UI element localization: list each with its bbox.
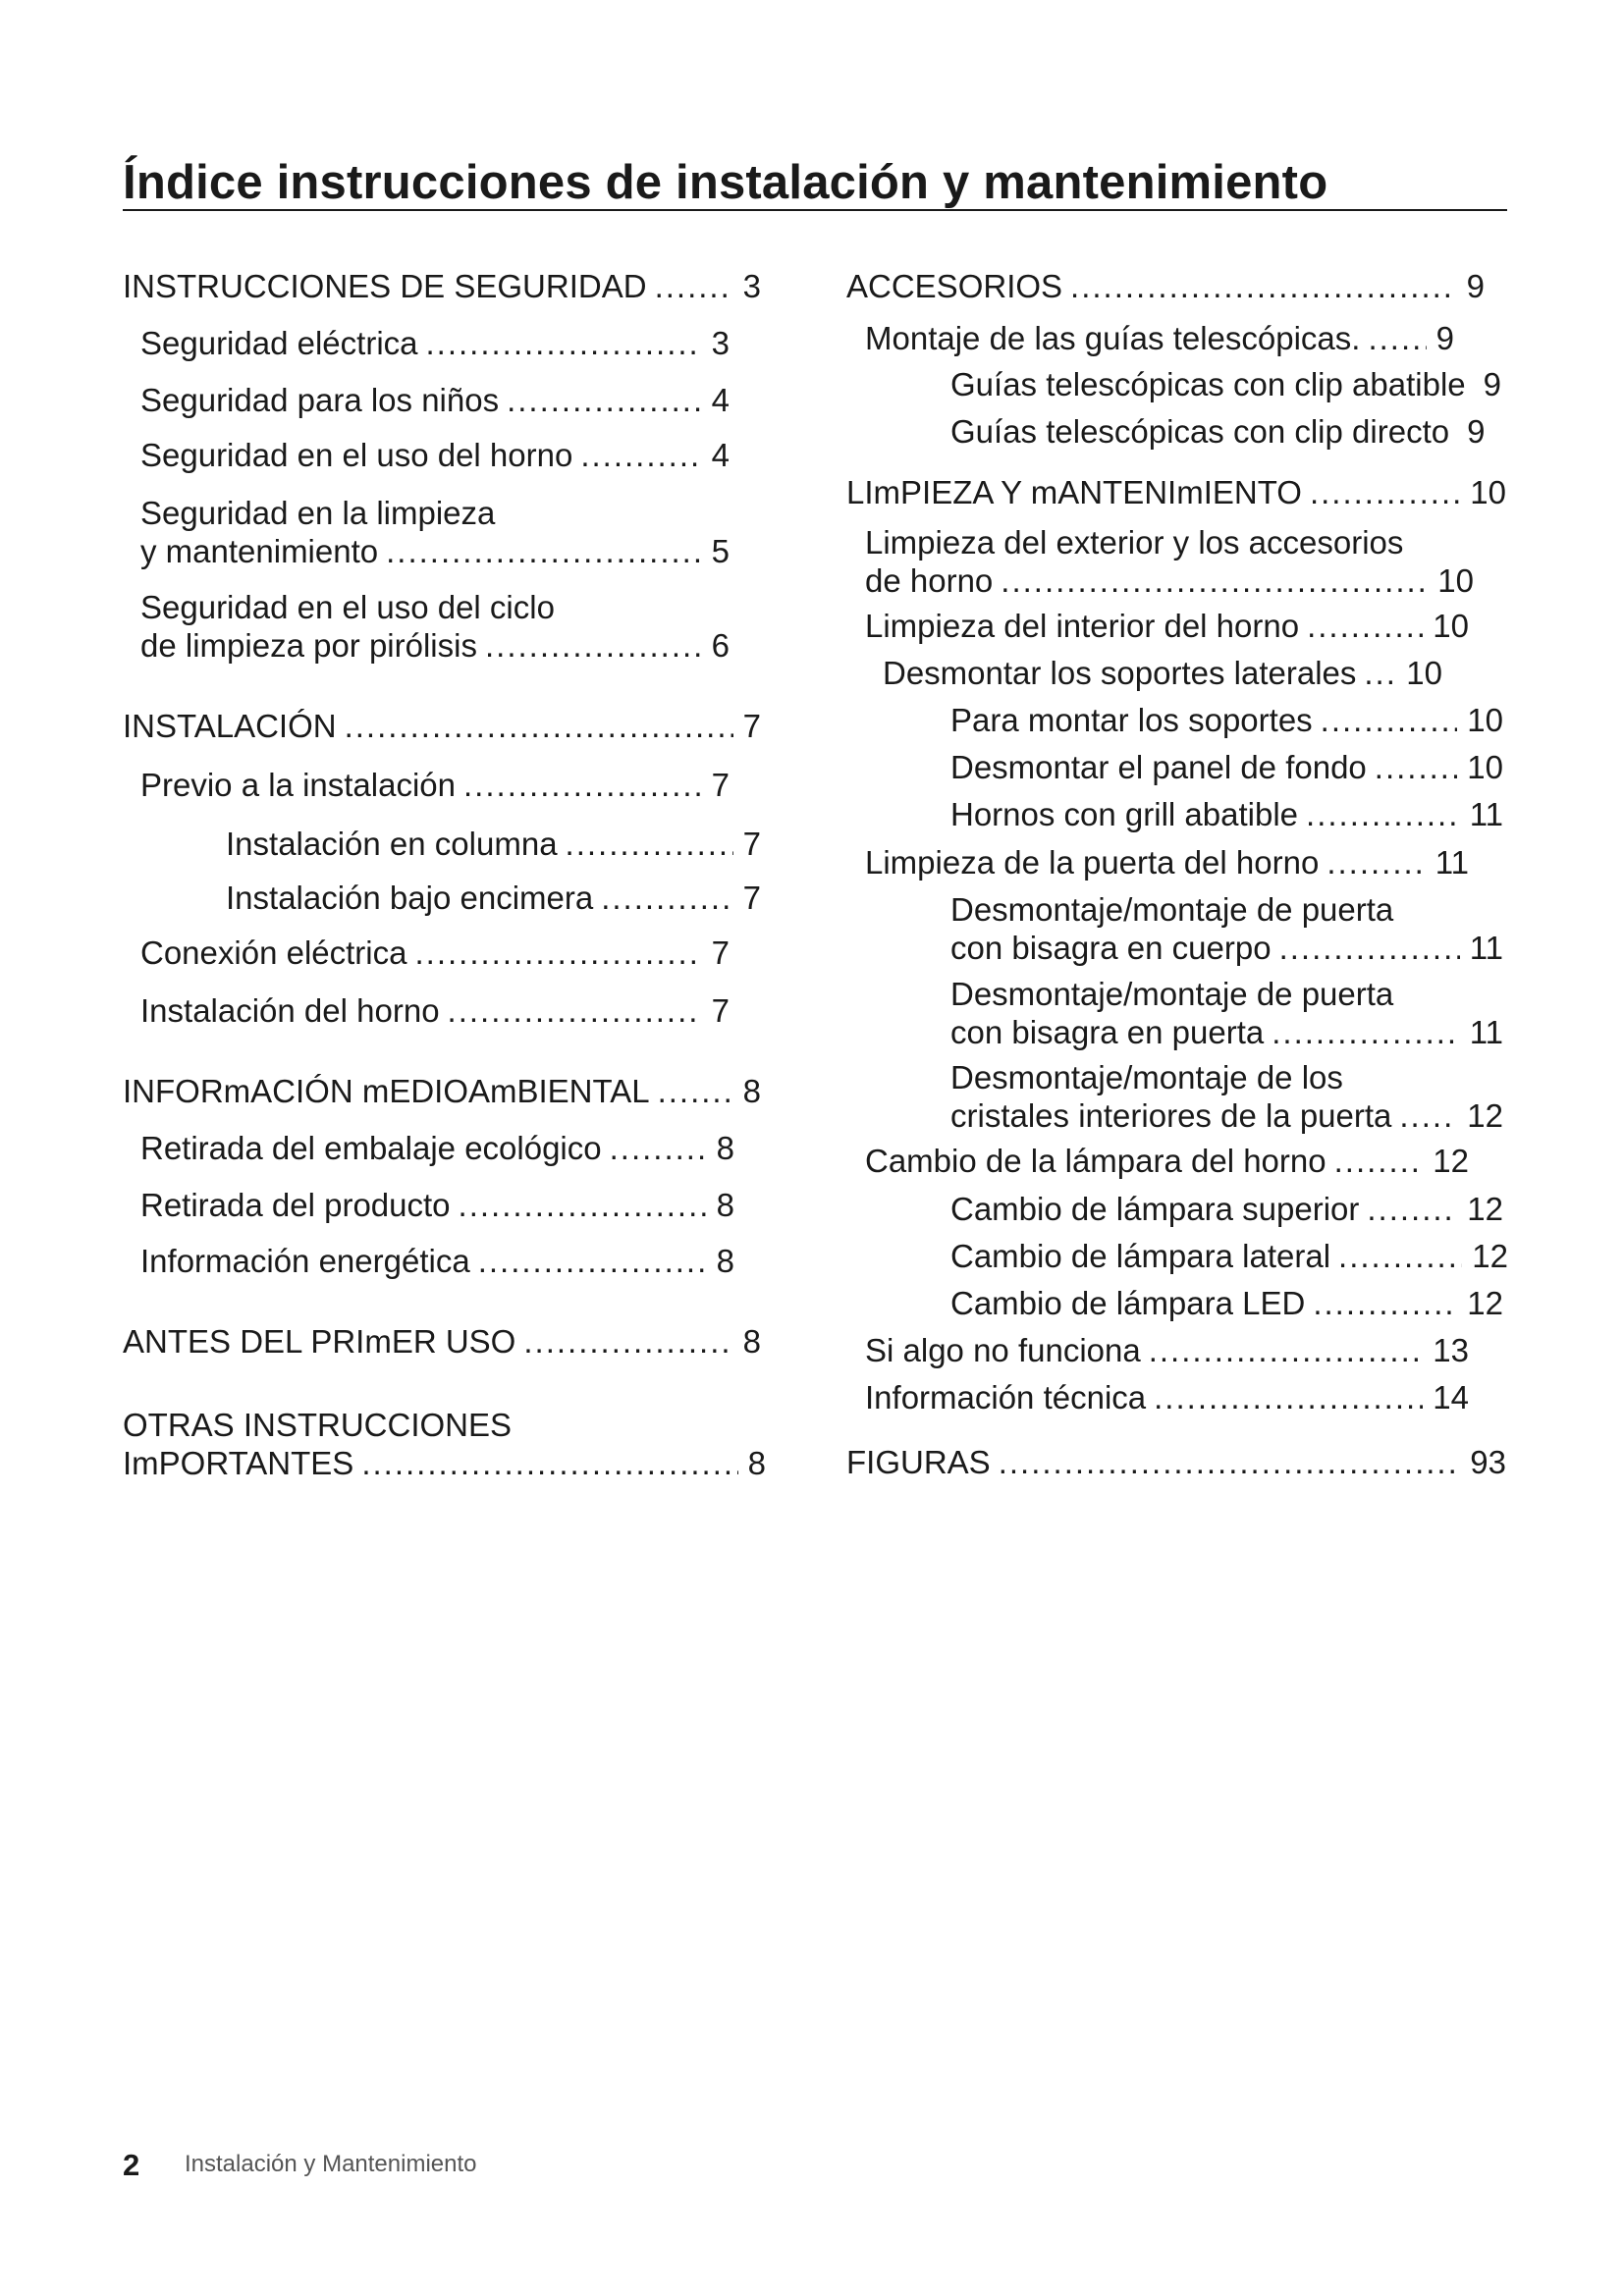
toc-entry-text: Conexión eléctrica bbox=[140, 934, 407, 971]
toc-page-number: 9 bbox=[1435, 320, 1454, 356]
dot-leader bbox=[523, 1322, 732, 1361]
toc-entry-instalacion-bajo-encimera bbox=[226, 879, 761, 917]
toc-entry-accesorios bbox=[846, 267, 1485, 305]
toc-entry-si-algo-no-funciona bbox=[865, 1331, 1469, 1369]
dot-leader bbox=[1306, 795, 1460, 833]
toc-page-number: 7 bbox=[742, 880, 761, 916]
toc-page-number: 8 bbox=[747, 1445, 766, 1481]
toc-page-number: 8 bbox=[742, 1073, 761, 1109]
toc-entry-guias-telescopicas-con-clip-directo bbox=[950, 412, 1486, 451]
toc-entry-text: Información técnica bbox=[865, 1379, 1147, 1415]
toc-entry-guias-telescopicas-con-clip-abatible bbox=[950, 365, 1501, 403]
dot-leader bbox=[386, 532, 702, 570]
toc-entry-limpieza-del-interior-del-horno bbox=[865, 607, 1469, 645]
dot-leader bbox=[1321, 701, 1458, 739]
toc-entry-text: Instalación del horno bbox=[140, 992, 440, 1029]
toc-entry-instrucciones-de-seguridad bbox=[123, 267, 761, 305]
dot-leader bbox=[658, 1072, 733, 1110]
dot-leader bbox=[655, 267, 733, 305]
toc-page-number: 7 bbox=[742, 708, 761, 744]
dot-leader bbox=[507, 381, 702, 419]
toc-page-number: 10 bbox=[1406, 655, 1442, 691]
toc-entry-antes-del-primer-uso bbox=[123, 1322, 761, 1361]
toc-entry-text: Seguridad en el uso del ciclo bbox=[140, 589, 555, 625]
toc-entry-con-bisagra-en-cuerpo bbox=[950, 890, 1503, 967]
toc-entry-text: Desmontar el panel de fondo bbox=[950, 749, 1367, 785]
toc-page-number: 10 bbox=[1470, 474, 1506, 510]
toc-entry-limpieza-y-mantenimiento bbox=[846, 473, 1506, 511]
toc-page-number: 10 bbox=[1467, 702, 1503, 738]
toc-page-number: 12 bbox=[1467, 1097, 1503, 1134]
dot-leader bbox=[1334, 1142, 1424, 1180]
toc-entry-text: Limpieza del exterior y los accesorios bbox=[865, 524, 1404, 561]
toc-entry-text: Para montar los soportes bbox=[950, 702, 1313, 738]
toc-entry-text: ACCESORIOS bbox=[846, 268, 1063, 304]
toc-entry-cambio-de-lampara-led bbox=[950, 1284, 1503, 1322]
toc-page-number: 3 bbox=[711, 325, 730, 361]
toc-entry-text: cristales interiores de la puerta bbox=[950, 1097, 1392, 1134]
dot-leader bbox=[1149, 1331, 1424, 1369]
toc-page-number: 14 bbox=[1433, 1379, 1469, 1415]
dot-leader bbox=[1307, 607, 1423, 645]
toc-entry-con-bisagra-en-puerta bbox=[950, 975, 1503, 1051]
toc-entry-retirada-del-producto bbox=[140, 1186, 734, 1224]
dot-leader bbox=[1279, 929, 1460, 967]
dot-leader bbox=[1070, 267, 1457, 305]
title-underline bbox=[123, 209, 1507, 211]
toc-page-number: 11 bbox=[1435, 844, 1469, 881]
toc-page-number: 12 bbox=[1472, 1238, 1508, 1274]
toc-entry-text: Limpieza de la puerta del horno bbox=[865, 844, 1320, 881]
toc-entry-text: Guías telescópicas con clip directo bbox=[950, 413, 1450, 450]
dot-leader bbox=[485, 626, 702, 665]
dot-leader bbox=[610, 1129, 707, 1167]
toc-page-number: 8 bbox=[716, 1130, 734, 1166]
toc-entry-y-mantenimiento bbox=[140, 494, 730, 570]
toc-entry-text: Instalación en columna bbox=[226, 826, 558, 862]
toc-entry-text: Seguridad en la limpieza bbox=[140, 495, 496, 531]
toc-entry-text: OTRAS INSTRUCCIONES bbox=[123, 1407, 513, 1443]
toc-page-number: 4 bbox=[711, 382, 730, 418]
toc-entry-de-horno bbox=[865, 523, 1474, 600]
toc-entry-cambio-de-lampara-lateral bbox=[950, 1237, 1508, 1275]
toc-entry-text: Información energética bbox=[140, 1243, 470, 1279]
toc-entry-text: Retirada del embalaje ecológico bbox=[140, 1130, 602, 1166]
toc-entry-retirada-del-embalaje-ecologico bbox=[140, 1129, 734, 1167]
toc-page-number: 7 bbox=[711, 992, 730, 1029]
toc-entry-seguridad-en-el-uso-del-horno bbox=[140, 436, 730, 474]
dot-leader bbox=[361, 1444, 737, 1482]
toc-entry-instalacion-en-columna bbox=[226, 825, 761, 863]
toc-page-number: 7 bbox=[711, 767, 730, 803]
toc-entry-text: Retirada del producto bbox=[140, 1187, 451, 1223]
toc-entry-text: Limpieza del interior del horno bbox=[865, 608, 1300, 644]
toc-page-number: 12 bbox=[1433, 1143, 1469, 1179]
toc-page-number: 7 bbox=[711, 934, 730, 971]
dot-leader bbox=[478, 1242, 707, 1280]
toc-page-number: 7 bbox=[742, 826, 761, 862]
dot-leader bbox=[1364, 654, 1396, 692]
toc-page-number: 11 bbox=[1469, 796, 1503, 832]
dot-leader bbox=[580, 436, 701, 474]
toc-entry-text: con bisagra en puerta bbox=[950, 1014, 1265, 1050]
dot-leader bbox=[1310, 473, 1460, 511]
dot-leader bbox=[1375, 748, 1458, 786]
dot-leader bbox=[1326, 843, 1425, 881]
dot-leader bbox=[999, 1443, 1461, 1481]
toc-page-number: 5 bbox=[711, 533, 730, 569]
page-title: Índice instrucciones de instalación y mantenimiento bbox=[123, 156, 1328, 209]
toc-entry-text: Cambio de lámpara LED bbox=[950, 1285, 1306, 1321]
toc-page-number: 11 bbox=[1469, 930, 1503, 966]
toc-page-number: 10 bbox=[1437, 562, 1474, 599]
toc-entry-text: LImPIEZA Y mANTENImIENTO bbox=[846, 474, 1302, 510]
dot-leader bbox=[566, 825, 733, 863]
toc-entry-text: FIGURAS bbox=[846, 1444, 991, 1480]
toc-page-number: 93 bbox=[1470, 1444, 1506, 1480]
toc-entry-text: Si algo no funciona bbox=[865, 1332, 1141, 1368]
toc-page-number: 11 bbox=[1469, 1014, 1503, 1050]
toc-page-number: 13 bbox=[1433, 1332, 1469, 1368]
toc-entry-figuras bbox=[846, 1443, 1506, 1481]
toc-entry-text: ANTES DEL PRImER USO bbox=[123, 1323, 516, 1360]
dot-leader bbox=[601, 879, 732, 917]
toc-entry-text: Hornos con grill abatible bbox=[950, 796, 1299, 832]
toc-entry-informacion-tecnica bbox=[865, 1378, 1469, 1416]
toc-entry-text: Montaje de las guías telescópicas. bbox=[865, 320, 1361, 356]
toc-entry-text: INFORmACIÓN mEDIOAmBIENTAL bbox=[123, 1073, 650, 1109]
toc-entry-de-limpieza-por-pirolisis bbox=[140, 588, 730, 665]
toc-entry-text: INSTRUCCIONES DE SEGURIDAD bbox=[123, 268, 647, 304]
toc-page-number: 9 bbox=[1467, 413, 1486, 450]
toc-entry-text: Seguridad en el uso del horno bbox=[140, 437, 573, 473]
toc-entry-text: Seguridad para los niños bbox=[140, 382, 500, 418]
toc-entry-text: de horno bbox=[865, 562, 994, 599]
toc-page-number: 10 bbox=[1433, 608, 1469, 644]
toc-page-number: 12 bbox=[1467, 1285, 1503, 1321]
toc-entry-para-montar-los-soportes bbox=[950, 701, 1503, 739]
toc-entry-text: Cambio de lámpara lateral bbox=[950, 1238, 1331, 1274]
toc-entry-informacion-medioambiental bbox=[123, 1072, 761, 1110]
toc-page-number: 6 bbox=[711, 627, 730, 664]
toc-entry-informacion-energetica bbox=[140, 1242, 734, 1280]
toc-entry-cambio-de-lampara-superior bbox=[950, 1190, 1503, 1228]
dot-leader bbox=[345, 707, 733, 745]
footer-page-number: 2 bbox=[123, 2148, 140, 2182]
dot-leader bbox=[426, 324, 702, 362]
dot-leader bbox=[1338, 1237, 1462, 1275]
dot-leader bbox=[1001, 561, 1428, 600]
toc-entry-text: Cambio de lámpara superior bbox=[950, 1191, 1360, 1227]
dot-leader bbox=[1399, 1096, 1457, 1135]
toc-page-number: 9 bbox=[1466, 268, 1485, 304]
toc-entry-montaje-de-las-guias-telescopicas bbox=[865, 319, 1454, 357]
toc-entry-text: Previo a la instalación bbox=[140, 767, 457, 803]
toc-page-number: 8 bbox=[716, 1243, 734, 1279]
dot-leader bbox=[1154, 1378, 1423, 1416]
dot-leader bbox=[414, 934, 701, 972]
toc-entry-text: Desmontaje/montaje de puerta bbox=[950, 891, 1394, 928]
footer-text: Instalación y Mantenimiento bbox=[185, 2151, 477, 2177]
toc-entry-text: y mantenimiento bbox=[140, 533, 379, 569]
toc-entry-text: Instalación bajo encimera bbox=[226, 880, 594, 916]
toc-entry-text: Cambio de la lámpara del horno bbox=[865, 1143, 1326, 1179]
dot-leader bbox=[1313, 1284, 1457, 1322]
toc-entry-importantes bbox=[123, 1406, 766, 1482]
toc-entry-desmontar-el-panel-de-fondo bbox=[950, 748, 1503, 786]
toc-entry-limpieza-de-la-puerta-del-horno bbox=[865, 843, 1469, 881]
dot-leader bbox=[1367, 1190, 1457, 1228]
toc-entry-instalacion-del-horno bbox=[140, 991, 730, 1030]
toc-entry-text: Desmontaje/montaje de los bbox=[950, 1059, 1343, 1095]
toc-entry-text: de limpieza por pirólisis bbox=[140, 627, 477, 664]
toc-page-number: 12 bbox=[1467, 1191, 1503, 1227]
toc-entry-text: Desmontar los soportes laterales bbox=[883, 655, 1357, 691]
toc-entry-seguridad-electrica bbox=[140, 324, 730, 362]
toc-entry-text: INSTALACIÓN bbox=[123, 708, 337, 744]
toc-entry-previo-a-la-instalacion bbox=[140, 766, 730, 804]
toc-entry-text: ImPORTANTES bbox=[123, 1445, 354, 1481]
toc-entry-desmontar-los-soportes-laterales bbox=[883, 654, 1442, 692]
dot-leader bbox=[459, 1186, 707, 1224]
toc-entry-text: con bisagra en cuerpo bbox=[950, 930, 1272, 966]
toc-page-number: 8 bbox=[716, 1187, 734, 1223]
toc-entry-hornos-con-grill-abatible bbox=[950, 795, 1503, 833]
toc-entry-text: Seguridad eléctrica bbox=[140, 325, 418, 361]
toc-page-number: 8 bbox=[742, 1323, 761, 1360]
toc-entry-text: Desmontaje/montaje de puerta bbox=[950, 976, 1394, 1012]
toc-page-number: 9 bbox=[1483, 366, 1501, 402]
dot-leader bbox=[463, 766, 702, 804]
toc-page-number: 10 bbox=[1467, 749, 1503, 785]
toc-page-number: 4 bbox=[711, 437, 730, 473]
dot-leader bbox=[1272, 1013, 1460, 1051]
toc-entry-conexion-electrica bbox=[140, 934, 730, 972]
toc-entry-cambio-de-la-lampara-del-horno bbox=[865, 1142, 1469, 1180]
toc-entry-seguridad-para-los-ninos bbox=[140, 381, 730, 419]
dot-leader bbox=[1368, 319, 1426, 357]
toc-page-number: 3 bbox=[742, 268, 761, 304]
dot-leader bbox=[448, 991, 702, 1030]
toc-entry-instalacion bbox=[123, 707, 761, 745]
toc-entry-cristales-interiores-de-la-puerta bbox=[950, 1058, 1503, 1135]
toc-entry-text: Guías telescópicas con clip abatible bbox=[950, 366, 1466, 402]
